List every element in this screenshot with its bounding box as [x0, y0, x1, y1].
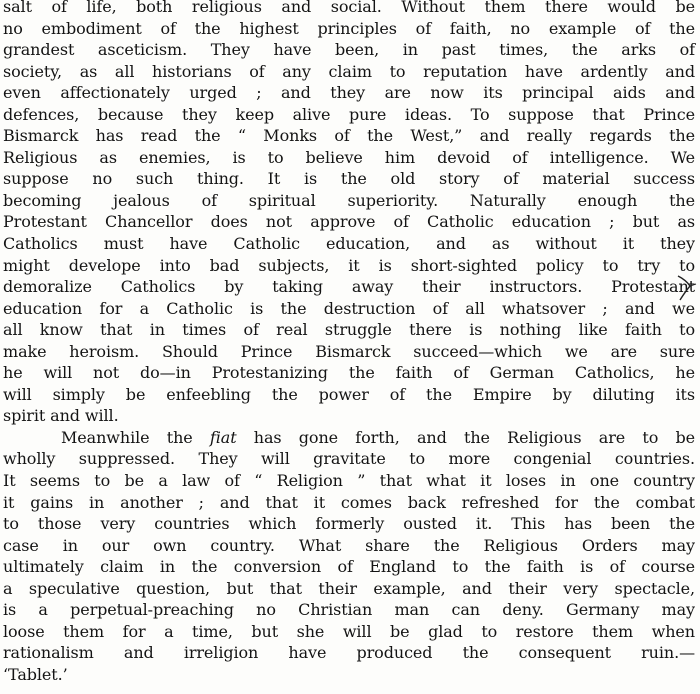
text-line: is a perpetual-preaching no Christian man can deny. Germany may: [3, 600, 695, 620]
text-fragment: Meanwhile the: [61, 427, 210, 447]
text-line: Bismarck has read the “ Monks of the West,” and really regards the: [3, 126, 695, 146]
text-fragment: has gone forth, and the Religious are to be: [236, 427, 696, 447]
text-line: all know that in times of real struggle there is nothing like faith to: [3, 320, 695, 340]
text-line: Catholics must have Catholic education, and as without it they: [3, 234, 695, 254]
text-line: he will not do—in Protestanizing the faith of German Catholics, he: [3, 363, 695, 383]
italic-word: fiat: [209, 427, 237, 447]
paragraph-end-line: spirit and will.: [3, 406, 119, 426]
text-line: salt of life, both religious and social. Without them there would be: [3, 0, 695, 16]
text-line: Protestant Chancellor does not approve of Catholic education ; but as: [3, 212, 695, 232]
text-line: suppose no such thing. It is the old story of material success: [3, 169, 695, 189]
text-line: becoming jealous of spiritual superiority. Naturally enough the: [3, 190, 695, 210]
attribution-line: ‘Tablet.’: [3, 664, 68, 684]
text-line: wholly suppressed. They will gravitate to more congenial countries.: [3, 449, 695, 469]
text-line: ultimately claim in the conversion of England to the faith is of course: [3, 557, 695, 577]
text-line: even affectionately urged ; and they are now its principal aids and: [3, 83, 695, 103]
text-line: to those very countries which formerly ousted it. This has been the: [3, 514, 695, 534]
text-line: society, as all historians of any claim to reputation have ardently and: [3, 61, 695, 81]
text-line: rationalism and irreligion have produced the consequent ruin.—: [3, 643, 695, 663]
text-line: no embodiment of the highest principles of faith, no example of the: [3, 18, 695, 38]
text-line: case in our own country. What share the Religious Orders may: [3, 535, 695, 555]
text-line: Religious as enemies, is to believe him devoid of intelligence. We: [3, 147, 695, 167]
text-line: might develope into bad subjects, it is short-sighted policy to try to: [3, 255, 695, 275]
text-line: defences, because they keep alive pure ideas. To suppose that Prince: [3, 104, 695, 124]
text-line: make heroism. Should Prince Bismarck succeed—which we are sure: [3, 341, 695, 361]
text-line: demoralize Catholics by taking away their instructors. Protestant: [3, 277, 695, 297]
paragraph-start-line: [3, 427, 695, 449]
margin-ink-mark-icon: [676, 270, 698, 310]
text-line: education for a Catholic is the destruction of all whatsover ; and we: [3, 298, 695, 318]
text-line: It seems to be a law of “ Religion ” that what it loses in one country: [3, 471, 695, 491]
text-line: loose them for a time, but she will be glad to restore them when: [3, 621, 695, 641]
article-column: [3, 0, 695, 686]
text-line: it gains in another ; and that it comes back refreshed for the combat: [3, 492, 695, 512]
text-line: a speculative question, but that their example, and their very spectacle,: [3, 578, 695, 598]
text-line: will simply be enfeebling the power of the Empire by diluting its: [3, 384, 695, 404]
text-line: grandest asceticism. They have been, in past times, the arks of: [3, 40, 695, 60]
